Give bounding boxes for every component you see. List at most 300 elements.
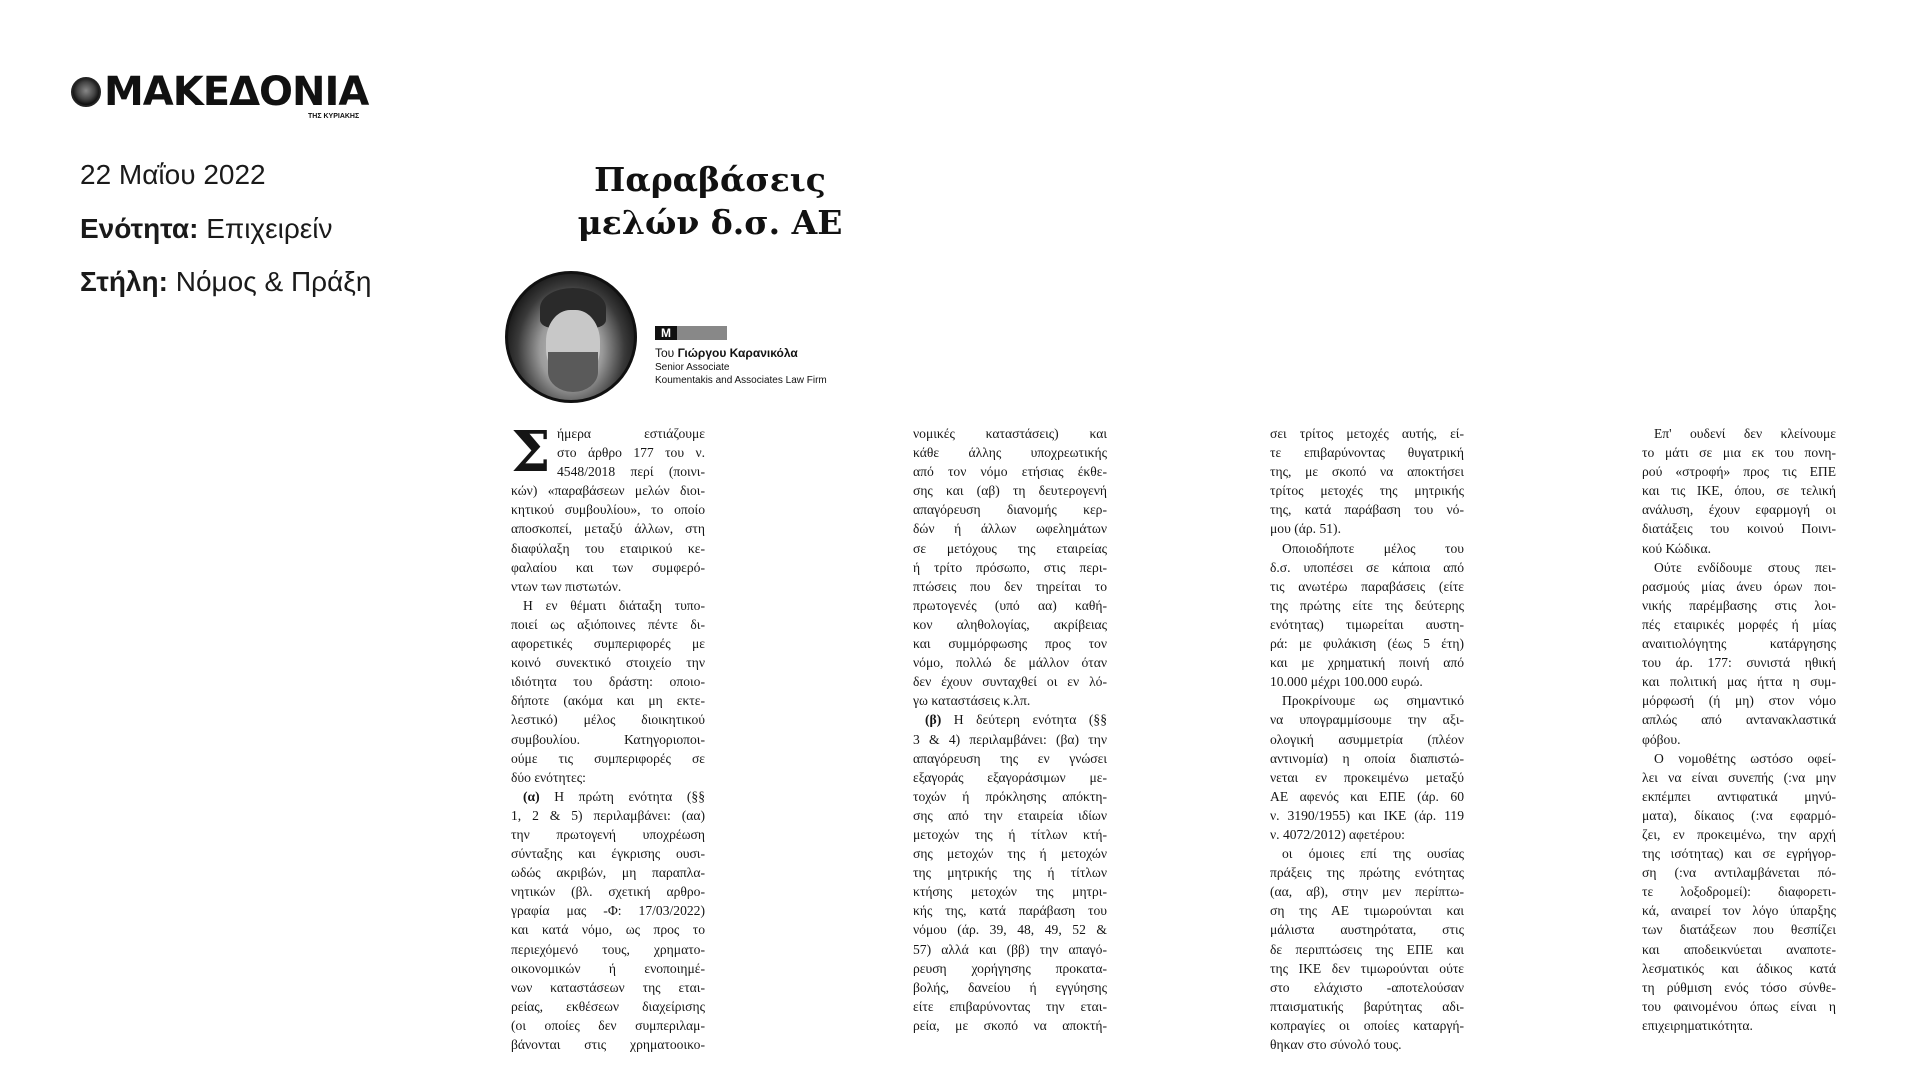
line-text: ματα), δίκαιος (:να εφαρμό- [1642, 807, 1836, 823]
text-line [511, 901, 705, 920]
text-line [511, 920, 705, 939]
text-line [1642, 844, 1836, 863]
text-line [511, 787, 705, 806]
line-text: κής της, κατά παράβαση του [913, 903, 1107, 919]
paragraph [1270, 844, 1464, 1054]
line-text: ρά: με φυλάκιση (έως 5 έτη) [1270, 636, 1464, 652]
text-line [511, 691, 705, 710]
line-text: ν. 4072/2012) αφετέρου: [1270, 826, 1405, 842]
text-line [913, 844, 1107, 863]
text-line [913, 691, 1107, 710]
text-line [1642, 1016, 1836, 1035]
line-text: και κατά νόμο, ως προς το [511, 922, 705, 938]
text-line [913, 978, 1107, 997]
text-line [913, 940, 1107, 959]
text-line [1642, 577, 1836, 596]
text-line [913, 882, 1107, 901]
text-line [1642, 443, 1836, 462]
text-line [1270, 558, 1464, 577]
line-text: 3 & 4) περιλαμβάνει: (βα) την [913, 731, 1107, 747]
line-text: 1, 2 & 5) περιλαμβάνει: (αα) [511, 807, 705, 823]
text-line [913, 997, 1107, 1016]
text-line [1642, 424, 1836, 443]
text-line [1642, 825, 1836, 844]
text-line [511, 1035, 705, 1054]
text-line [1642, 672, 1836, 691]
text-line [913, 1016, 1107, 1035]
line-text: 4548/2018 περί (ποινι- [557, 464, 705, 480]
text-line [913, 596, 1107, 615]
text-line [1270, 920, 1464, 939]
line-text: απαγόρευση της εν γνώσει [913, 750, 1107, 766]
text-line [1270, 844, 1464, 863]
text-line [1270, 596, 1464, 615]
line-text: είτε επιβαρύνοντας την εται- [913, 998, 1107, 1014]
author-firm: Koumentakis and Associates Law Firm [655, 375, 827, 386]
line-text: εξαγοράς εξαγοράσιμων με- [913, 769, 1107, 785]
text-line [1270, 672, 1464, 691]
line-text: κών) «παραβάσεων μελών διοι- [511, 483, 705, 499]
text-line [1270, 940, 1464, 959]
line-text: 57) αλλά και (ββ) την απαγό- [913, 941, 1107, 957]
line-text: κά, αναιρεί τον λόγο ύπαρξης [1642, 903, 1836, 919]
text-line [1270, 481, 1464, 500]
line-text: ήμερα εστιάζουμε [557, 426, 705, 441]
column-info [80, 265, 371, 299]
text-line [1642, 806, 1836, 825]
text-line [511, 596, 705, 615]
line-text: ζει, εν προκειμένω, την αρχή [1642, 826, 1836, 842]
line-text: λει να είναι συνεπής (:να μην [1642, 769, 1836, 785]
text-line [913, 519, 1107, 538]
line-text: τις ανωτέρω παραβάσεις (είτε [1270, 578, 1464, 594]
line-text: φόβου. [1642, 731, 1681, 747]
lead-label: (α) [523, 788, 540, 804]
line-text: τρίτος μετοχές της μητρικής [1270, 483, 1464, 499]
line-text: νομικές καταστάσεις) και [913, 426, 1107, 441]
line-text: ρεία, με σκοπό να αποκτή- [913, 1017, 1107, 1033]
line-text: απαγόρευση διανομής κερ- [913, 502, 1107, 518]
line-text: ωδώς ακριβών, μη παραπλα- [511, 865, 705, 881]
line-text: ούμε τις συμπεριφορές σε [511, 750, 705, 766]
text-line [1270, 901, 1464, 920]
logo-emblem-icon [71, 77, 101, 107]
section-info [80, 212, 332, 246]
text-line [511, 481, 705, 500]
text-line [1270, 615, 1464, 634]
logo-name: ΜΑΚΕΔΟΝΙΑ [104, 69, 369, 115]
text-line [913, 787, 1107, 806]
text-line [1270, 825, 1464, 844]
text-line [913, 901, 1107, 920]
line-text: ση (:να αντιλαμβάνεται πό- [1642, 865, 1836, 881]
line-text: νόμο, πολλώ δε μάλλον όταν [913, 655, 1107, 671]
text-line [913, 672, 1107, 691]
text-line [1642, 768, 1836, 787]
text-line [913, 653, 1107, 672]
text-line [1270, 730, 1464, 749]
line-text: δε περιπτώσεις της ΕΠΕ και [1270, 941, 1464, 957]
paragraph [511, 424, 705, 596]
line-text: κού Κώδικα. [1642, 540, 1712, 556]
text-line [1642, 462, 1836, 481]
line-text: (αα, αβ), στην μεν περίπτω- [1270, 884, 1464, 900]
line-text: αποσκοπεί, μεταξύ άλλων, στη [511, 521, 705, 537]
text-line [1270, 577, 1464, 596]
paragraph [1642, 424, 1836, 558]
line-text: νεται εν προκειμένω μεταξύ [1270, 769, 1464, 785]
line-text: Η δεύτερη ενότητα (§§ [941, 712, 1107, 728]
text-line [511, 978, 705, 997]
column-badge [655, 326, 727, 340]
text-line [1270, 634, 1464, 653]
text-line [913, 730, 1107, 749]
line-text: τη ρύθμιση ενός τόσο σύνθε- [1642, 979, 1836, 995]
text-line [913, 806, 1107, 825]
text-line [1642, 596, 1836, 615]
text-line [511, 940, 705, 959]
text-line [1642, 749, 1836, 768]
text-line [1642, 558, 1836, 577]
text-line [913, 634, 1107, 653]
line-text: το μάτι σε μια εκ του πονη- [1642, 445, 1836, 461]
text-line [1642, 997, 1836, 1016]
line-text: γω καταστάσεις κ.λπ. [913, 693, 1031, 709]
text-line [1270, 787, 1464, 806]
text-line [1642, 710, 1836, 729]
text-line [1270, 1035, 1464, 1054]
publication-date: 22 Μαΐου 2022 [80, 159, 266, 190]
text-line [511, 672, 705, 691]
line-text: νων καταστάσεων της εται- [511, 979, 705, 995]
line-text: δ.σ. υποπέσει σε κάποια από [1270, 559, 1464, 575]
text-line [1642, 787, 1836, 806]
line-text: απλώς από αντανακλαστικά [1642, 712, 1836, 728]
line-text: των διατάξεων που θεσπίζει [1642, 922, 1836, 938]
text-line [1270, 462, 1464, 481]
text-line [511, 768, 705, 787]
line-text: διατάξεις του κοινού Ποινι- [1642, 521, 1836, 537]
text-line [913, 443, 1107, 462]
text-line [1270, 500, 1464, 519]
line-text: (οι οποίες δεν συμπεριλαμ- [511, 1017, 705, 1033]
text-line [511, 634, 705, 653]
text-line [1270, 424, 1464, 443]
column-label: Στήλη: [80, 266, 168, 297]
line-text: πρωτογενές (υπό αα) καθή- [913, 597, 1107, 613]
text-line [1270, 863, 1464, 882]
line-text: ή τρίτο πρόσωπο, στις περι- [913, 559, 1107, 575]
line-text: πτώσεις που δεν τηρείται το [913, 578, 1107, 594]
line-text: νικής παρέμβασης στις λοι- [1642, 597, 1836, 613]
line-text: ιδιότητα του δράστη: οποιο- [511, 674, 705, 690]
article-column-2 [913, 424, 1107, 1035]
text-line [511, 1016, 705, 1035]
text-line [913, 481, 1107, 500]
text-line [1270, 443, 1464, 462]
line-text: Ο νομοθέτης ωστόσο οφεί- [1654, 750, 1836, 766]
author-name: Γιώργου Καρανικόλα [677, 346, 798, 360]
line-text: του άρ. 177: συνιστά ηθική [1642, 655, 1836, 671]
line-text: ποιεί ως αξιόποινες πέντε δι- [511, 616, 705, 632]
text-line [511, 577, 705, 596]
logo-subtitle: ΤΗΣ ΚΥΡΙΑΚΗΣ [308, 113, 360, 120]
text-line [511, 806, 705, 825]
line-text: της ισότητας) και σε εγρήγορ- [1642, 846, 1836, 862]
line-text: ανάλυση, έχουν εφαρμογή οι [1642, 502, 1836, 518]
text-line [1270, 710, 1464, 729]
line-text: σης και (αβ) τη δευτερογενή [913, 483, 1107, 499]
line-text: περιεχόμενό τους, χρηματο- [511, 941, 705, 957]
paragraph [511, 596, 705, 787]
line-text: δήποτε (ακόμα και μη εκτε- [511, 693, 705, 709]
drop-cap: Σ [511, 424, 551, 481]
line-text: και πολιτική μας ήττα η συμ- [1642, 674, 1836, 690]
line-text: ρευση χορήγησης προκατα- [913, 960, 1107, 976]
line-text: ρού «στροφή» προς τις ΕΠΕ [1642, 464, 1836, 480]
line-text: οικονομικών ή ενοποιημέ- [511, 960, 705, 976]
text-line [913, 558, 1107, 577]
line-text: ρασμούς μίας άνευ όρων ποι- [1642, 578, 1836, 594]
line-text: Επ' ουδενί δεν κλείνουμε [1654, 426, 1836, 441]
text-line [1642, 481, 1836, 500]
section-value: Επιχειρείν [206, 213, 333, 244]
text-line [913, 539, 1107, 558]
line-text: γραφία μας -Φ: 17/03/2022) [511, 903, 705, 919]
text-line [511, 558, 705, 577]
column-value: Νόμος & Πράξη [175, 266, 372, 297]
line-text: σης από την εταιρεία ιδίων [913, 807, 1107, 823]
line-text: λεστικό) μέλος διοικητικού [511, 712, 705, 728]
line-text: από τον νόμο ετήσιας έκθε- [913, 464, 1107, 480]
text-line [511, 825, 705, 844]
line-text: θηκαν στο σύνολό τους. [1270, 1037, 1402, 1052]
line-text: πταισματικής βαρύτητας αδι- [1270, 998, 1464, 1014]
lead-label: (β) [925, 712, 942, 728]
line-text: της μητρικής της ή τίτλων [913, 865, 1107, 881]
text-line [1642, 920, 1836, 939]
text-line [1642, 653, 1836, 672]
title-line-1: Παραβάσεις [594, 160, 826, 199]
text-line [1642, 615, 1836, 634]
text-line [1642, 539, 1836, 558]
text-line [1270, 1016, 1464, 1035]
line-text: κον αληθολογίας, ακρίβειας [913, 616, 1107, 632]
text-line [913, 462, 1107, 481]
text-line [1642, 978, 1836, 997]
line-text: την πρωτογενή υποχρέωση [511, 826, 705, 842]
line-text: κάθε άλλης υποχρεωτικής [913, 445, 1107, 461]
author-photo [505, 271, 637, 403]
line-text: μου (άρ. 51). [1270, 521, 1341, 537]
text-line [1642, 519, 1836, 538]
line-text: πράξεις της πρώτης ενότητας [1270, 865, 1464, 881]
text-line [557, 443, 705, 462]
line-text: της, κατά παράβαση του νό- [1270, 502, 1464, 518]
line-text: τε λοξοδρομεί): διαφορετι- [1642, 884, 1836, 900]
text-line [557, 424, 705, 443]
paragraph [913, 710, 1107, 1035]
line-text: αφορετικές συμπεριφορές με [511, 636, 705, 652]
line-text: νητικών (βλ. σχετική αρθρο- [511, 884, 705, 900]
text-line [511, 730, 705, 749]
article-column-3 [1270, 424, 1464, 1054]
text-line [1270, 539, 1464, 558]
line-text: 10.000 μέχρι 100.000 ευρώ. [1270, 674, 1423, 690]
text-line [1642, 959, 1836, 978]
line-text: τε επιβαρύνοντας θυγατρική [1270, 445, 1464, 461]
text-line [511, 500, 705, 519]
text-line [1270, 519, 1464, 538]
line-text: ρείας, εκθέσεων διαχείρισης [511, 998, 705, 1014]
line-text: να υπογραμμίσουμε την αξι- [1270, 712, 1464, 728]
line-text: Η πρώτη ενότητα (§§ [539, 788, 705, 804]
line-text: στο ελάχιστο -αποτελούσαν [1270, 979, 1464, 995]
line-text: Προκρίνουμε ως σημαντικό [1282, 693, 1464, 709]
text-line [1270, 749, 1464, 768]
line-text: μόρφωσή (ή μη) στον νόμο [1642, 693, 1836, 709]
text-line [1270, 691, 1464, 710]
line-text: μάλιστα αυστηρότατα, στις [1270, 922, 1464, 938]
text-line [1642, 691, 1836, 710]
line-text: της, με σκοπό να αποκτήσει [1270, 464, 1464, 480]
line-text: Η εν θέματι διάταξη τυπο- [523, 597, 705, 613]
section-label: Ενότητα: [80, 213, 199, 244]
line-text: αναιτιολόγητης κατάργησης [1642, 636, 1836, 652]
text-line [1642, 940, 1836, 959]
line-text: κοινό συνεκτικό στοιχείο την [511, 655, 705, 671]
text-line [511, 539, 705, 558]
line-text: σης μετοχών της ή μετοχών [913, 846, 1107, 862]
text-line [1270, 653, 1464, 672]
text-line [511, 844, 705, 863]
line-text: διαφύλαξη του εταιρικού κε- [511, 540, 705, 556]
text-line [913, 577, 1107, 596]
line-text: συμβουλίου. Κατηγοριοποι- [511, 731, 705, 747]
line-text: δεν έχουν συνταχθεί οι εν λό- [913, 674, 1107, 690]
line-text: του φαινομένου όπως είναι η [1642, 998, 1836, 1014]
paragraph [1270, 691, 1464, 844]
line-text: πές εταιρικές μορφές ή μίας [1642, 616, 1836, 632]
line-text: ενότητας) τιμωρείται αυστη- [1270, 616, 1464, 632]
text-line [1642, 730, 1836, 749]
line-text: αντινομία) η οποία διαπιστώ- [1270, 750, 1464, 766]
title-line-2: μελών δ.σ. ΑΕ [577, 203, 843, 242]
byline [655, 346, 827, 387]
paragraph [1270, 539, 1464, 692]
line-text: σύνταξης και έγκρισης ουσι- [511, 846, 705, 862]
text-line [1270, 997, 1464, 1016]
line-text: τοχών ή πρόκλησης απόκτη- [913, 788, 1107, 804]
line-text: και με χρηματική ποινή από [1270, 655, 1464, 671]
paragraph [1642, 749, 1836, 1035]
line-text: μετοχών της ή τίτλων κτή- [913, 826, 1107, 842]
line-text: βολής, δανείου ή εγγύησης [913, 979, 1107, 995]
line-text: ση της ΑΕ τιμωρούνται και [1270, 903, 1464, 919]
text-line [913, 825, 1107, 844]
line-text: λεσματικός και άδικος κατά [1642, 960, 1836, 976]
text-line [511, 615, 705, 634]
paragraph [1270, 424, 1464, 539]
text-line [913, 768, 1107, 787]
line-text: ν. 3190/1955) και ΙΚΕ (άρ. 119 [1270, 807, 1464, 823]
paragraph [511, 787, 705, 1054]
line-text: στο άρθρο 177 του ν. [557, 445, 705, 461]
article-title [560, 158, 860, 244]
text-line [913, 920, 1107, 939]
line-text: κοπραγίες οι οποίες καταργή- [1270, 1017, 1464, 1033]
text-line [913, 424, 1107, 443]
text-line [511, 653, 705, 672]
line-text: και συμμόρφωσης προς τον [913, 636, 1107, 652]
line-text: Οποιοδήποτε μέλος του [1282, 540, 1464, 556]
line-text: κτήσης μετοχών της μητρι- [913, 884, 1107, 900]
article-column-1 [511, 424, 705, 1054]
line-text: και τις ΙΚΕ, όπου, σε τελική [1642, 483, 1836, 499]
line-text: νόμου (άρ. 39, 48, 49, 52 & [913, 922, 1107, 938]
text-line [913, 749, 1107, 768]
text-line [913, 863, 1107, 882]
article-column-4 [1642, 424, 1836, 1035]
text-line [511, 710, 705, 729]
line-text: επιχειρηματικότητα. [1642, 1017, 1753, 1033]
line-text: ΑΕ αφενός και ΕΠΕ (άρ. 60 [1270, 788, 1464, 804]
text-line [1642, 882, 1836, 901]
text-line [913, 615, 1107, 634]
paragraph [1642, 558, 1836, 749]
line-text: ντων των πιστωτών. [511, 578, 622, 594]
text-line [511, 882, 705, 901]
line-text: εκπέμπει αντιφατικά μηνύ- [1642, 788, 1836, 804]
text-line [1270, 959, 1464, 978]
line-text: οι όμοιες επί της ουσίας [1282, 846, 1464, 862]
line-text: σει τρίτος μετοχές αυτής, εί- [1270, 426, 1464, 441]
line-text: δύο ενότητες: [511, 769, 586, 785]
text-line [557, 462, 705, 481]
line-text: φαλαίου και των συμφερό- [511, 559, 705, 575]
text-line [1642, 500, 1836, 519]
text-line [913, 710, 1107, 729]
text-line [1270, 978, 1464, 997]
text-line [913, 959, 1107, 978]
text-line [1270, 882, 1464, 901]
line-text: της πρώτης είτε της δεύτερης [1270, 597, 1464, 613]
line-text: και αποδεικνύεται αναποτε- [1642, 941, 1836, 957]
text-line [1270, 768, 1464, 787]
line-text: κητικού συμβουλίου», το οποίο [511, 502, 705, 518]
text-line [1270, 806, 1464, 825]
text-line [1642, 634, 1836, 653]
byline-prefix: Του [655, 346, 675, 360]
line-text: σε μετόχους της εταιρείας [913, 540, 1107, 556]
badge-letter: M [655, 326, 677, 340]
text-line [511, 997, 705, 1016]
author-role: Senior Associate [655, 362, 730, 373]
line-text: ολογική ασυμμετρία (πλέον [1270, 731, 1464, 747]
paragraph [913, 424, 1107, 710]
line-text: της ΙΚΕ δεν τιμωρούνται ούτε [1270, 960, 1464, 976]
text-line [511, 959, 705, 978]
line-text: Ούτε ενδίδουμε στους πει- [1654, 559, 1836, 575]
text-line [1642, 863, 1836, 882]
line-text: βάνονται στις χρηματοοικο- [511, 1037, 705, 1052]
line-text: δών ή άλλων ωφελημάτων [913, 521, 1107, 537]
text-line [913, 500, 1107, 519]
text-line [511, 519, 705, 538]
text-line [511, 863, 705, 882]
text-line [1642, 901, 1836, 920]
text-line [511, 749, 705, 768]
